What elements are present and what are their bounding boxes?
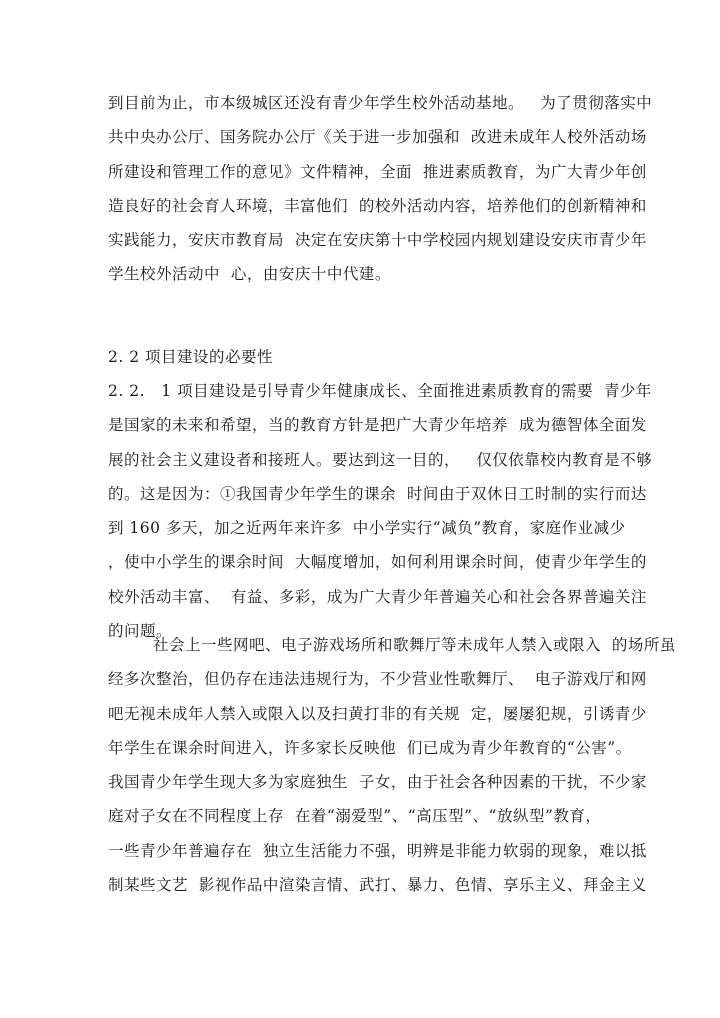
text-line: 制某些文艺 影视作品中渲染言情、武打、暴力、色情、享乐主义、拜金主义 xyxy=(108,876,647,895)
text-line: 共中央办公厅、国务院办公厅《关于进一步加强和 改进未成年人校外活动场 xyxy=(108,128,647,147)
text-line: 的问题。 xyxy=(108,622,173,641)
section-heading xyxy=(108,340,628,374)
section-heading-text: 2. 2 项目建设的必要性 xyxy=(108,348,274,366)
text-line: 的。这是因为：①我国青少年学生的课余 时间由于双休日工时制的实行而达 xyxy=(108,484,647,503)
text-line: 学生校外活动中 心，由安庆十中代建。 xyxy=(108,265,391,284)
text-line: 社会上一些网吧、电子游戏场所和歌舞厅等未成年人禁入或限入 的场所虽 xyxy=(153,636,676,654)
text-line: 经多次整治，但仍存在违法违规行为，不少营业性歌舞厅、 电子游戏厅和网 xyxy=(108,670,647,689)
text-line: 展的社会主义建设者和接班人。要达到这一目的， 仅仅依靠校内教育是不够 xyxy=(108,450,653,469)
text-line: 庭对子女在不同程度上存 在着“溺爱型”、“高压型”、“放纵型”教育， xyxy=(108,807,602,826)
paragraph-3 xyxy=(108,628,676,902)
text-line: 造良好的社会育人环境，丰富他们 的校外活动内容，培养他们的创新精神和 xyxy=(108,196,647,215)
text-line: 吧无视未成年人禁入或限入以及扫黄打非的有关规 定，屡屡犯规，引诱青少 xyxy=(108,704,647,723)
paragraph-1 xyxy=(108,86,653,292)
text-line: 2. 2. 1 项目建设是引导青少年健康成长、全面推进素质教育的需要 青少年 xyxy=(108,382,652,400)
paragraph-2 xyxy=(108,374,653,648)
text-line: 校外活动丰富、 有益、多彩，成为广大青少年普遍关心和社会各界普遍关注 xyxy=(108,587,647,606)
text-line: 我国青少年学生现大多为家庭独生 子女，由于社会各种因素的干扰，不少家 xyxy=(108,773,647,792)
text-line: 一些青少年普遍存在 独立生活能力不强，明辨是非能力软弱的现象，难以抵 xyxy=(108,841,647,860)
text-line: 年学生在课余时间进入，许多家长反映他 们已成为青少年教育的“公害”。 xyxy=(108,738,632,757)
text-line: 实践能力，安庆市教育局 决定在安庆第十中学校园内规划建设安庆市青少年 xyxy=(108,231,647,250)
text-line: ，使中小学生的课余时间 大幅度增加，如何利用课余时间，使青少年学生的 xyxy=(108,553,647,572)
text-line: 是国家的未来和希望，当的教育方针是把广大青少年培养 成为德智体全面发 xyxy=(108,416,647,435)
text-line: 到目前为止，市本级城区还没有青少年学生校外活动基地。 为了贯彻落实中 xyxy=(108,94,653,112)
text-line: 所建设和管理工作的意见》文件精神，全面 推进素质教育，为广大青少年创 xyxy=(108,162,647,181)
text-line: 到 160 多天，加之近两年来许多 中小学实行“减负”教育，家庭作业减少 xyxy=(108,519,626,538)
